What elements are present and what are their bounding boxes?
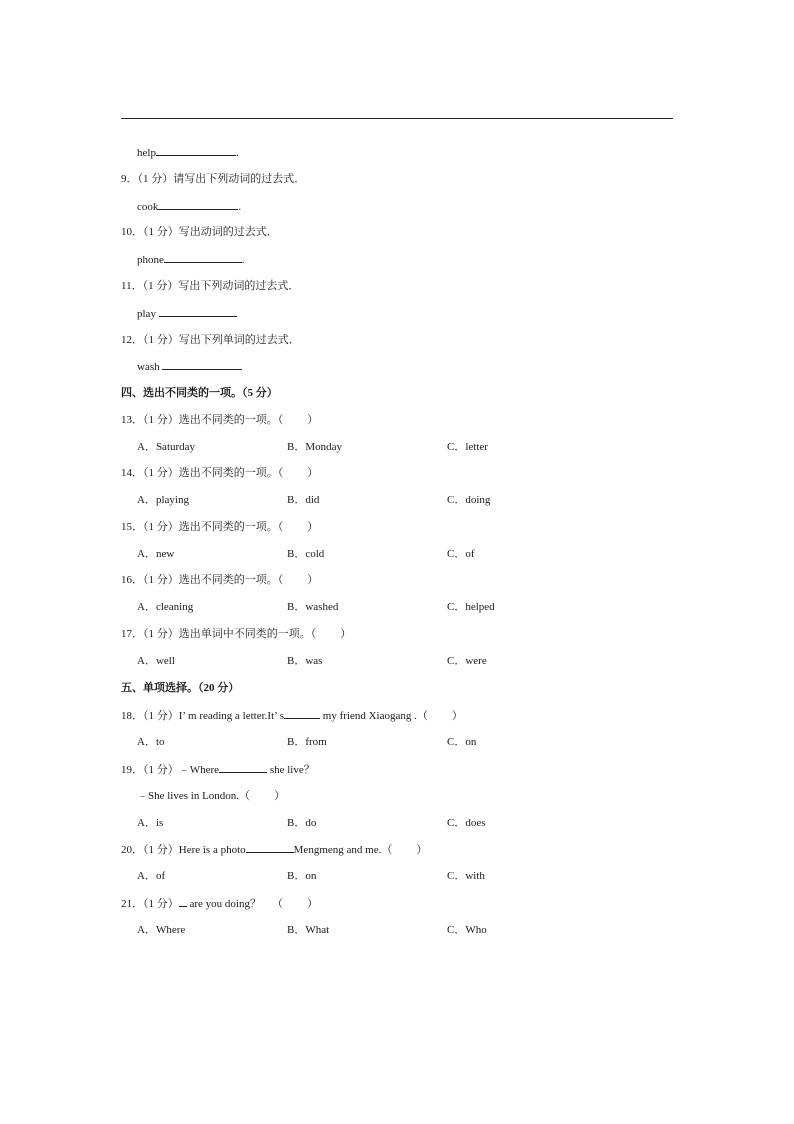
q14-stem bbox=[121, 466, 318, 480]
section-4-heading: 四、选出不同类的一项。（5 分） bbox=[121, 387, 278, 399]
q18-stem bbox=[121, 708, 463, 723]
q18-stem-before: 18．（1 分）I’ m reading a letter.It’ s bbox=[121, 710, 285, 722]
q17-paren-close: ） bbox=[340, 628, 352, 640]
q12-answer-line bbox=[137, 359, 242, 374]
q14-stem-text: 14．（1 分）选出不同类的一项。（ bbox=[121, 467, 284, 479]
q8-period: . bbox=[235, 147, 239, 159]
q20-blank[interactable] bbox=[246, 842, 294, 853]
q8-word: help bbox=[137, 147, 156, 159]
q21-option-a[interactable]: A．Where bbox=[137, 924, 186, 936]
q18-option-c[interactable]: C．on bbox=[447, 736, 477, 748]
q13-option-b[interactable]: B．Monday bbox=[287, 441, 342, 453]
q18-option-a[interactable]: A．to bbox=[137, 736, 165, 748]
q17-stem-text: 17．（1 分）选出单词中不同类的一项。（ bbox=[121, 628, 317, 640]
q10-answer-line bbox=[137, 252, 245, 267]
q11-blank[interactable] bbox=[159, 306, 237, 317]
q19-stem-after: she live？ bbox=[267, 764, 315, 776]
section-5-heading: 五、单项选择。（20 分） bbox=[121, 682, 240, 694]
q11-word: play bbox=[137, 308, 156, 320]
q19-line2-text: ﹣She lives in London.（ bbox=[137, 790, 251, 802]
q20-option-b[interactable]: B．on bbox=[287, 870, 317, 882]
q16-stem bbox=[121, 573, 318, 587]
q17-option-b[interactable]: B．was bbox=[287, 655, 323, 667]
q20-stem-before: 20．（1 分）Here is a photo bbox=[121, 844, 246, 856]
header-rule bbox=[121, 118, 673, 119]
q14-paren-close: ） bbox=[307, 467, 319, 479]
q14-option-c[interactable]: C．doing bbox=[447, 494, 491, 506]
q13-option-c[interactable]: C．letter bbox=[447, 441, 488, 453]
q21-paren-close: ） bbox=[306, 898, 318, 910]
q21-option-b[interactable]: B．What bbox=[287, 924, 330, 936]
q13-stem-text: 13．（1 分）选出不同类的一项。（ bbox=[121, 414, 284, 426]
q13-stem bbox=[121, 413, 318, 427]
q20-paren-close: ） bbox=[416, 844, 428, 856]
q19-blank[interactable] bbox=[219, 762, 267, 773]
q12-blank[interactable] bbox=[162, 359, 242, 370]
q17-stem bbox=[121, 627, 351, 641]
q13-paren-close: ） bbox=[307, 414, 319, 426]
q19-option-b[interactable]: B．do bbox=[287, 817, 317, 829]
q14-option-a[interactable]: A．playing bbox=[137, 494, 189, 506]
q20-option-c[interactable]: C．with bbox=[447, 870, 485, 882]
q19-option-a[interactable]: A．is bbox=[137, 817, 164, 829]
q10-blank[interactable] bbox=[164, 252, 242, 263]
q15-option-b[interactable]: B．cold bbox=[287, 548, 325, 560]
q16-option-a[interactable]: A．cleaning bbox=[137, 601, 194, 613]
q20-stem bbox=[121, 842, 427, 857]
q9-period: . bbox=[238, 201, 242, 213]
q10-period: . bbox=[241, 254, 245, 266]
q8-answer-line bbox=[137, 145, 239, 160]
q10-word: phone bbox=[137, 254, 164, 266]
q9-stem: 9．（1 分）请写出下列动词的过去式． bbox=[121, 173, 306, 185]
q19-stem-before: 19．（1 分）﹣Where bbox=[121, 764, 220, 776]
q20-stem-after: Mengmeng and me.（ bbox=[293, 844, 393, 856]
q14-option-b[interactable]: B．did bbox=[287, 494, 320, 506]
q15-stem bbox=[121, 520, 318, 534]
q16-paren-close: ） bbox=[307, 574, 319, 586]
q21-stem bbox=[121, 896, 318, 911]
q12-word: wash bbox=[137, 361, 160, 373]
q19-paren-close: ） bbox=[274, 790, 286, 802]
q10-stem: 10．（1 分）写出动词的过去式． bbox=[121, 226, 278, 238]
q21-stem-after: are you doing？ bbox=[186, 898, 261, 910]
q13-option-a[interactable]: A．Saturday bbox=[137, 441, 196, 453]
q12-stem: 12．（1 分）写出下列单词的过去式． bbox=[121, 334, 300, 346]
q19-stem-line2 bbox=[137, 789, 285, 803]
q20-option-a[interactable]: A．of bbox=[137, 870, 166, 882]
q19-stem bbox=[121, 762, 315, 777]
q21-option-c[interactable]: C．Who bbox=[447, 924, 487, 936]
q15-stem-text: 15．（1 分）选出不同类的一项。（ bbox=[121, 521, 284, 533]
q21-paren-open: （ bbox=[271, 898, 283, 910]
q16-option-c[interactable]: C．helped bbox=[447, 601, 495, 613]
q21-stem-before: 21．（1 分） bbox=[121, 898, 179, 910]
q11-stem: 11．（1 分）写出下列动词的过去式． bbox=[121, 280, 300, 292]
q19-option-c[interactable]: C．does bbox=[447, 817, 486, 829]
q18-paren-close: ） bbox=[451, 710, 463, 722]
q9-word: cook bbox=[137, 201, 159, 213]
q16-stem-text: 16．（1 分）选出不同类的一项。（ bbox=[121, 574, 284, 586]
q17-option-c[interactable]: C．were bbox=[447, 655, 487, 667]
q11-answer-line bbox=[137, 306, 237, 321]
q17-option-a[interactable]: A．well bbox=[137, 655, 175, 667]
q9-answer-line bbox=[137, 199, 241, 214]
q18-blank[interactable] bbox=[284, 708, 320, 719]
q8-blank[interactable] bbox=[156, 145, 236, 156]
q15-option-a[interactable]: A．new bbox=[137, 548, 175, 560]
q16-option-b[interactable]: B．washed bbox=[287, 601, 339, 613]
q21-blank[interactable] bbox=[179, 896, 187, 907]
q15-paren-close: ） bbox=[307, 521, 319, 533]
q9-blank[interactable] bbox=[158, 199, 238, 210]
q18-option-b[interactable]: B．from bbox=[287, 736, 327, 748]
q18-stem-after: my friend Xiaogang .（ bbox=[320, 710, 428, 722]
q15-option-c[interactable]: C．of bbox=[447, 548, 475, 560]
